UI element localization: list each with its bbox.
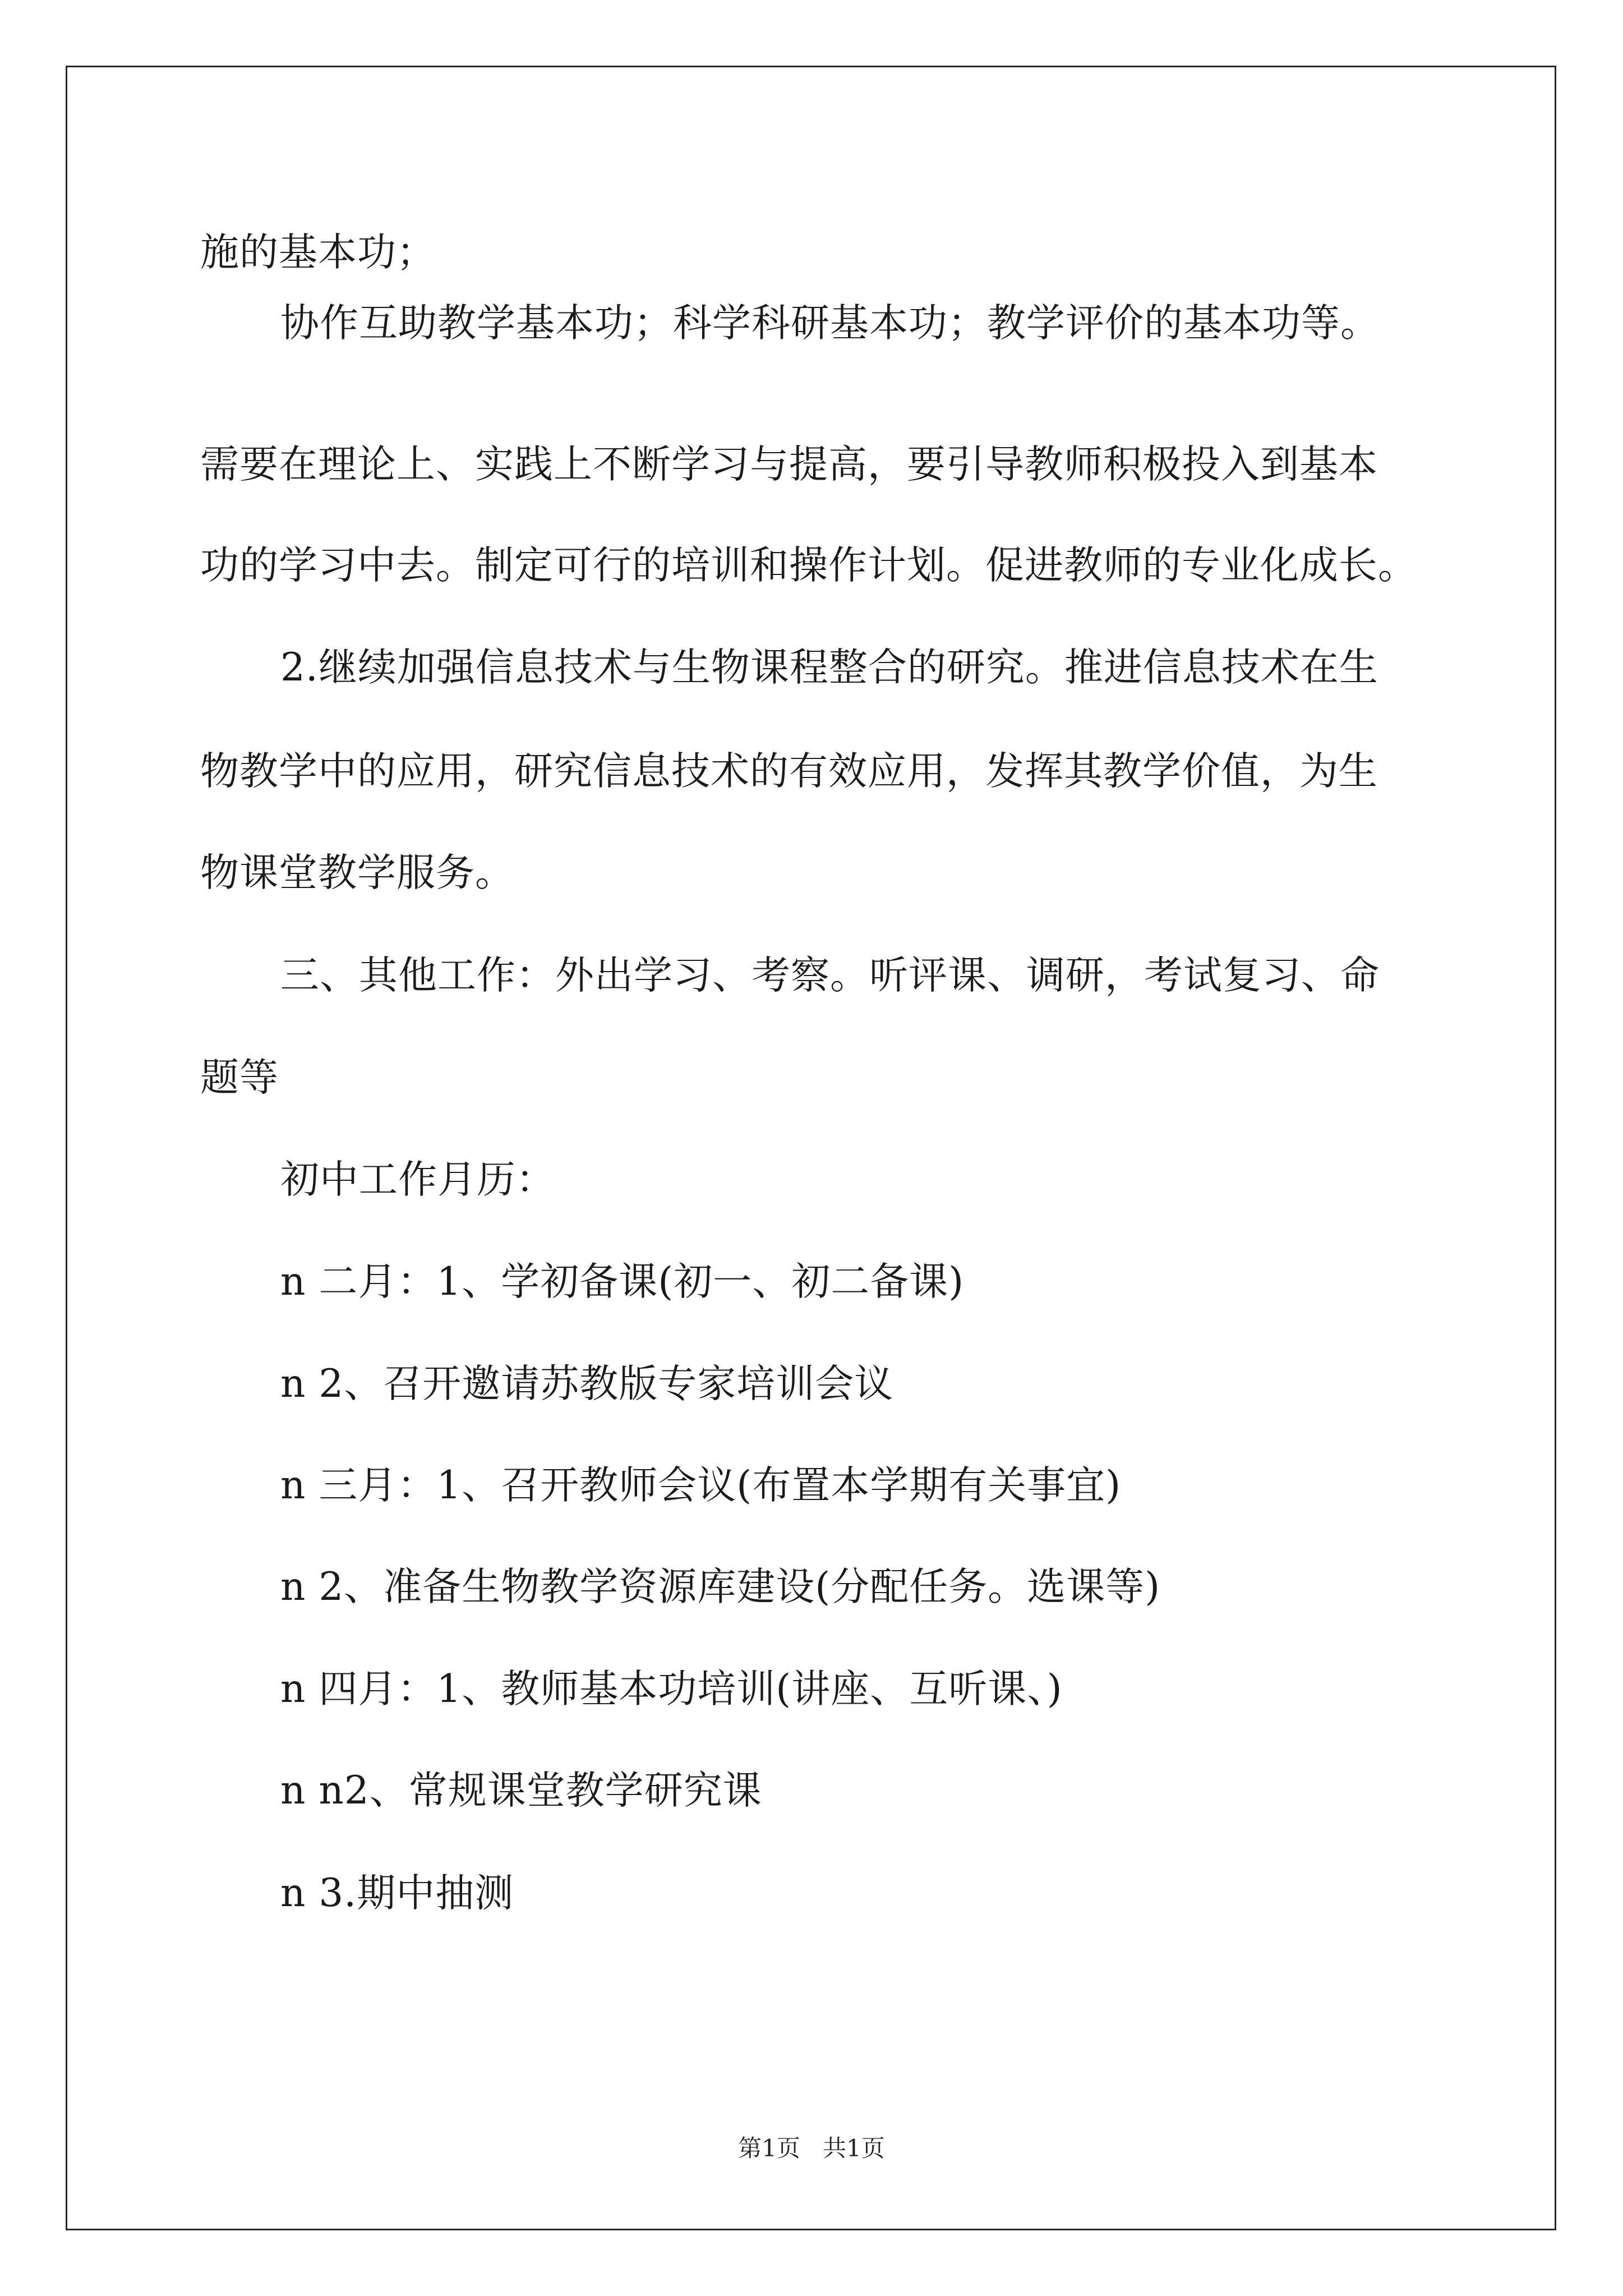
calendar-item: n 2、准备生物教学资源库建设(分配任务。选课等) [280, 1565, 1161, 1609]
body-line-3: 需要在理论上、实践上不断学习与提高，要引导教师积极投入到基本 [200, 442, 1378, 487]
body-line-2: 协作互助教学基本功；科学科研基本功；教学评价的基本功等。 [280, 301, 1380, 346]
calendar-item: n 三月：1、召开教师会议(布置本学期有关事宜) [280, 1463, 1122, 1508]
calendar-heading: 初中工作月历： [280, 1157, 555, 1202]
body-line-7: 物课堂教学服务。 [200, 850, 514, 895]
body-line-5: 2.继续加强信息技术与生物课程整合的研究。推进信息技术在生 [280, 645, 1378, 690]
body-line-8: 三、其他工作：外出学习、考察。听评课、调研，考试复习、命 [280, 953, 1380, 998]
calendar-item: n 2、召开邀请苏教版专家培训会议 [280, 1361, 894, 1406]
body-line-4: 功的学习中去。制定可行的培训和操作计划。促进教师的专业化成长。 [200, 543, 1417, 588]
body-line-6: 物教学中的应用，研究信息技术的有效应用，发挥其教学价值，为生 [200, 749, 1378, 794]
calendar-item: n 二月：1、学初备课(初一、初二备课) [280, 1259, 965, 1304]
calendar-item: n 四月：1、教师基本功培训(讲座、互听课、) [280, 1667, 1063, 1711]
calendar-item: n n2、常规课堂教学研究课 [280, 1768, 762, 1813]
body-line-1: 施的基本功； [200, 230, 436, 275]
page-footer: 第1页 共1页 [738, 2134, 885, 2162]
body-line-9: 题等 [200, 1055, 279, 1100]
calendar-item: n 3.期中抽测 [280, 1871, 514, 1916]
